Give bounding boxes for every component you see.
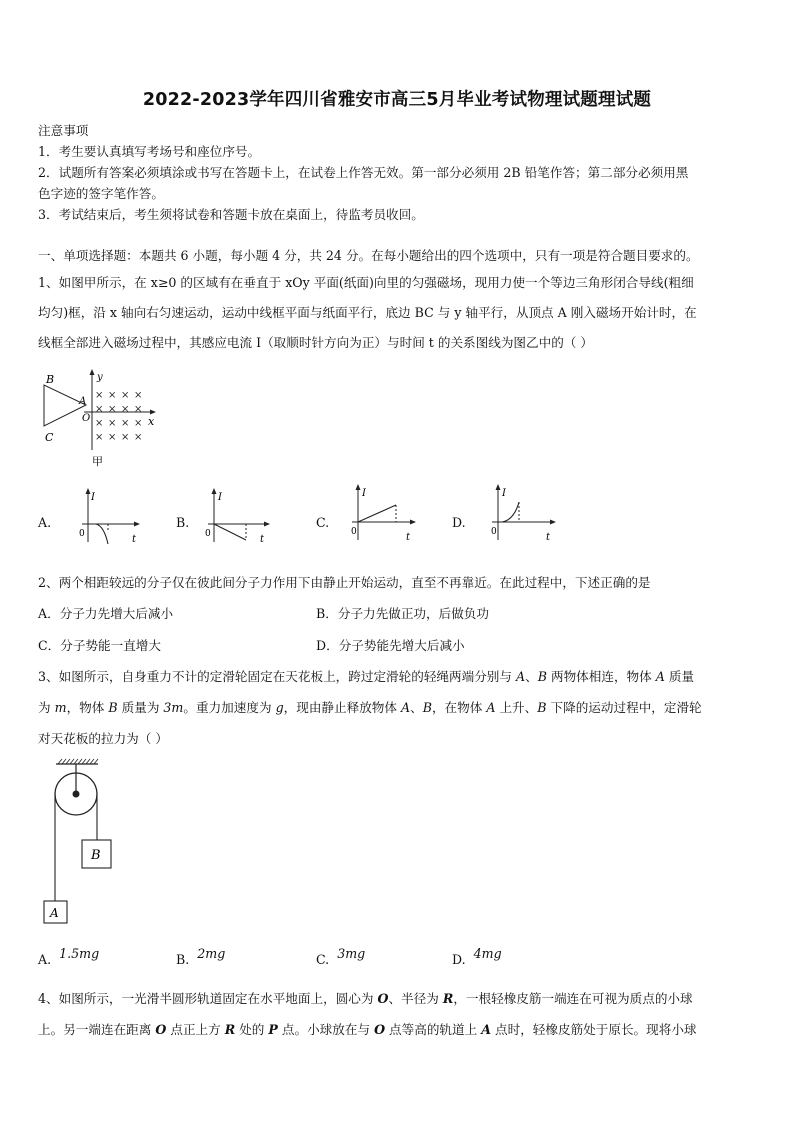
field-cross: ×: [108, 418, 117, 429]
field-cross: ×: [108, 390, 117, 401]
field-cross: ×: [134, 390, 143, 401]
field-cross: ×: [121, 432, 130, 443]
svg-text:0: 0: [351, 527, 357, 537]
svg-text:I: I: [502, 488, 506, 499]
label-a: A: [79, 396, 87, 407]
svg-text:0: 0: [79, 529, 85, 539]
svg-text:I: I: [91, 492, 95, 503]
figure-caption: 甲: [92, 455, 103, 468]
q3-line-2: 为 m，物体 B 质量为 3m。重力加速度为 g，现由静止释放物体 A、B，在物体 A 上升、B 下降的运动过程中，定滑轮: [38, 700, 702, 715]
label-b: B: [46, 373, 55, 386]
q1-option-d-graph[interactable]: [484, 480, 564, 546]
q1-option-b-label[interactable]: B.: [176, 515, 190, 530]
q2-option-b[interactable]: B．分子力先做正功，后做负功: [316, 606, 489, 621]
q3-option-a[interactable]: A. 1.5mg: [38, 946, 100, 967]
q2-option-a[interactable]: A．分子力先增大后减小: [38, 606, 174, 621]
page-title: 2022-2023学年四川省雅安市高三5月毕业考试物理试题理试题: [142, 90, 652, 110]
field-cross: ×: [121, 418, 130, 429]
svg-text:I: I: [362, 488, 366, 499]
field-cross: ×: [121, 404, 130, 415]
field-cross: ×: [134, 432, 143, 443]
field-cross: ×: [108, 404, 117, 415]
field-cross: ×: [108, 432, 117, 443]
svg-text:t: t: [260, 534, 265, 545]
label-o: O: [82, 413, 91, 424]
field-cross: ×: [121, 390, 130, 401]
notice-item-2: 2．试题所有答案必须填涂或书写在答题卡上，在试卷上作答无效。第一部分必须用 2B 铅笔作答；第二部分必须用黑: [38, 165, 689, 180]
q4-line-2: 上。另一端连在距离 O 点正上方 R 处的 P 点。小球放在与 O 点等高的轨道上 A 点时，轻橡皮筋处于原长。现将小球: [38, 1022, 697, 1037]
svg-text:B: B: [91, 848, 101, 863]
section-heading: 一、单项选择题：本题共 6 小题，每小题 4 分，共 24 分。在每小题给出的四个选项中，只有一项是符合题目要求的。: [38, 248, 699, 263]
q1-line-2: 均匀)框，沿 x 轴向右匀速运动，运动中线框平面与纸面平行，底边 BC 与 y 轴平行，从顶点 A 刚入磁场开始计时，在: [38, 305, 697, 320]
q1-figure-jia: [38, 368, 168, 468]
field-cross: ×: [95, 404, 104, 415]
notice-item-3: 3．考试结束后，考生须将试卷和答题卡放在桌面上，待监考员收回。: [38, 207, 424, 222]
q3-line-1: 3、如图所示，自身重力不计的定滑轮固定在天花板上，跨过定滑轮的轻绳两端分别与 A、B 两物体相连，物体 A 质量: [38, 669, 695, 684]
svg-text:A: A: [50, 906, 59, 920]
magnetic-field-crosses: [95, 390, 142, 443]
q1-line-3: 线框全部进入磁场过程中，其感应电流 I（取顺时针方向为正）与时间 t 的关系图线为图乙中的（ ）: [38, 335, 593, 350]
q2-stem: 2、两个相距较远的分子仅在彼此间分子力作用下由静止开始运动，直至不再靠近。在此过程中，下述正确的是: [38, 575, 651, 590]
label-y: y: [97, 372, 103, 383]
q1-option-c-label[interactable]: C.: [316, 515, 330, 530]
field-cross: ×: [95, 418, 104, 429]
field-cross: ×: [134, 418, 143, 429]
svg-text:t: t: [406, 532, 411, 543]
q1-option-d-label[interactable]: D.: [452, 515, 466, 530]
q3-option-b[interactable]: B. 2mg: [176, 946, 226, 967]
notice-item-1: 1．考生要认真填写考场号和座位序号。: [38, 144, 261, 159]
svg-text:0: 0: [491, 527, 497, 537]
label-x: x: [148, 415, 155, 428]
svg-text:0: 0: [205, 529, 211, 539]
q2-option-d[interactable]: D．分子势能先增大后减小: [316, 638, 465, 653]
notice-item-2-cont: 色字迹的签字笔作答。: [38, 186, 164, 201]
q3-option-c[interactable]: C. 3mg: [316, 946, 366, 967]
svg-text:t: t: [546, 532, 551, 543]
svg-text:t: t: [132, 534, 137, 545]
notice-heading: 注意事项: [38, 123, 89, 138]
q1-line-1: 1、如图甲所示，在 x≥0 的区域有在垂直于 xOy 平面(纸面)向里的匀强磁场，现用力使一个等边三角形闭合导线(粗细: [38, 275, 694, 290]
q3-pulley-figure: [38, 758, 128, 928]
field-cross: ×: [95, 390, 104, 401]
q1-option-a-graph[interactable]: [74, 486, 146, 548]
field-cross: ×: [134, 404, 143, 415]
q1-option-c-graph[interactable]: [344, 480, 424, 546]
q3-line-3: 对天花板的拉力为（ ）: [38, 731, 168, 746]
q1-option-b-graph[interactable]: [200, 486, 280, 548]
svg-text:I: I: [218, 492, 222, 503]
field-cross: ×: [95, 432, 104, 443]
q2-option-c[interactable]: C．分子势能一直增大: [38, 638, 161, 653]
q4-line-1: 4、如图所示，一光滑半圆形轨道固定在水平地面上，圆心为 O、半径为 R，一根轻橡皮筋一端连在可视为质点的小球: [38, 991, 693, 1006]
q3-option-d[interactable]: D. 4mg: [452, 946, 502, 967]
q1-option-a-label[interactable]: A.: [38, 515, 52, 530]
label-c: C: [45, 431, 54, 444]
